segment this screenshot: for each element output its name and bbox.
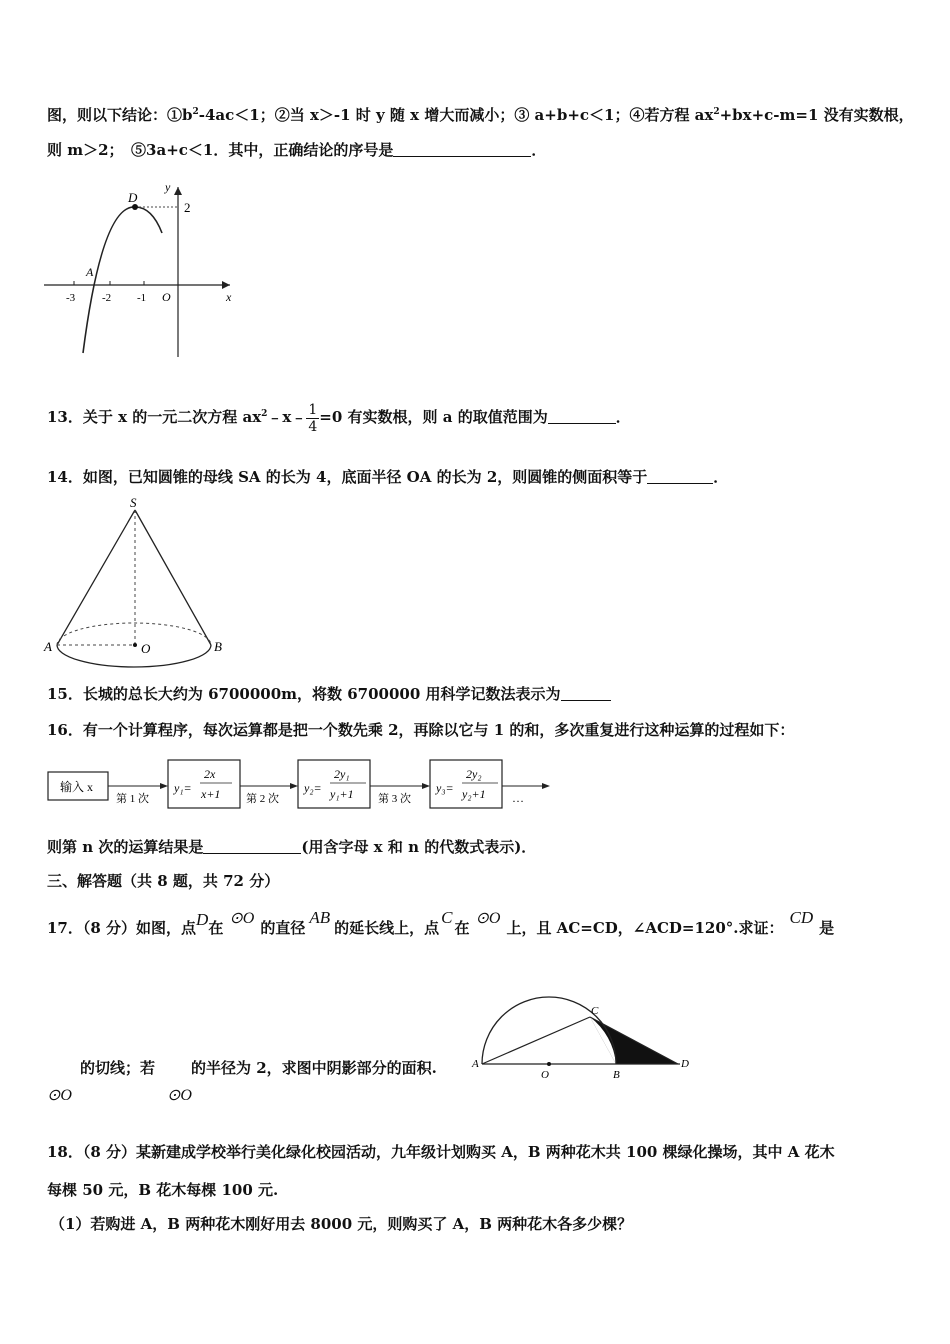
line-ac — [482, 1017, 590, 1064]
q17-t4: 的延长线上，点 — [334, 919, 440, 937]
y3-den: y₂+1 — [462, 787, 486, 801]
q18-sub1 — [50, 1214, 632, 1234]
arrow-4-head — [542, 783, 550, 789]
q18-line1-text: 18．（8 分）某新建成学校举行美化绿化校园活动，九年级计划购买 A，B 两种花木共 100 棵绿化操场，其中 A 花木 — [47, 1143, 835, 1161]
label-c: C — [591, 1005, 599, 1017]
q13-frac-num: 1 — [308, 401, 318, 418]
q17-o3: ⊙O — [47, 1087, 72, 1104]
step3-label: 第 3 次 — [378, 793, 411, 805]
q18-line2 — [47, 1180, 278, 1200]
cone-center-dot — [133, 643, 137, 647]
center-o-dot — [547, 1062, 551, 1066]
q12-sup1: 2 — [192, 107, 199, 117]
q16-answer-line — [47, 837, 536, 857]
q13-text-a: 13．关于 x 的一元二次方程 ax — [47, 408, 262, 426]
q17-o1: ⊙O — [229, 910, 255, 927]
q17-o4: ⊙O — [167, 1087, 192, 1104]
arrow-3-head — [422, 783, 430, 789]
label-o: O — [541, 1069, 549, 1081]
label-a: A — [86, 265, 94, 279]
label-s: S — [130, 495, 137, 510]
q17-t7: 是 — [819, 919, 835, 937]
q17-c: C — [441, 908, 453, 927]
label-a: A — [472, 1058, 479, 1070]
parabola-curve — [83, 207, 162, 353]
cone-right-edge — [135, 510, 211, 645]
q17-line2-a: 的切线；若 — [80, 1059, 156, 1077]
q12-line2-text: 则 m＞2； ⑤3a+c＜1．其中，正确结论的序号是 — [47, 141, 394, 159]
q13-text-end: ． — [615, 408, 631, 426]
y3-num: 2y₂ — [466, 767, 482, 781]
q17-line1 — [47, 898, 834, 938]
y3-lhs: y₃= — [436, 781, 454, 795]
q16-text: 16．有一个计算程序，每次运算都是把一个数先乘 2，再除以它与 1 的和，多次重复进行这种运算的过程如下： — [47, 721, 795, 739]
q15-answer-blank[interactable] — [561, 686, 611, 701]
q14-text-end: ． — [713, 468, 729, 486]
q13-text-c: =0 有实数根，则 a 的取值范围为 — [319, 408, 548, 426]
q17-o2: ⊙O — [475, 910, 501, 927]
q17-cd: CD — [789, 908, 814, 927]
q13-text-b: ﹣x﹣ — [267, 408, 307, 426]
q13-fraction — [306, 402, 319, 435]
cone-figure — [40, 495, 240, 680]
q16-answer-end: (用含字母 x 和 n 的代数式表示)． — [301, 838, 537, 856]
q12-line1 — [47, 102, 914, 125]
label-x-tick-1: -1 — [137, 292, 147, 304]
label-y-axis: y — [165, 180, 171, 194]
label-d: D — [681, 1058, 689, 1070]
ellipsis: … — [512, 791, 524, 805]
cone-base-back — [57, 623, 211, 645]
q16-line — [47, 720, 794, 740]
label-x-tick-2: -2 — [102, 292, 112, 304]
q17-line2-b: 的半径为 2，求图中阴影部分的面积. — [191, 1059, 437, 1077]
q12-line1-b: -4ac＜1；②当 x＞-1 时 y 随 x 增大而减小；③ a+b+c＜1；④若方程 ax — [198, 106, 714, 124]
q17-figure — [470, 1000, 700, 1085]
q17-t5: 在 — [454, 919, 470, 937]
y-axis-arrow — [174, 187, 182, 195]
label-b: B — [214, 639, 222, 654]
q18-line2-text: 每棵 50 元，B 花木每棵 100 元. — [47, 1181, 279, 1199]
q17-ab: AB — [309, 908, 331, 927]
flowchart — [46, 758, 566, 818]
y2-den: y₁+1 — [330, 787, 354, 801]
q13-answer-blank[interactable] — [548, 409, 616, 424]
q16-answer-blank[interactable] — [203, 839, 301, 854]
q17-t1: 17．（8 分）如图，点 — [47, 919, 197, 937]
q18-line1 — [47, 1142, 835, 1162]
step2-label: 第 2 次 — [246, 793, 279, 805]
q17-d: D — [196, 910, 209, 929]
section3-text: 三、解答题（共 8 题，共 72 分） — [47, 872, 280, 890]
label-y-tick-2: 2 — [184, 200, 191, 215]
label-x-tick-3: -3 — [66, 292, 76, 304]
q16-answer-text: 则第 n 次的运算结果是 — [47, 838, 204, 856]
x-axis-arrow — [222, 281, 230, 289]
label-x-axis: x — [226, 290, 232, 304]
q12-line2 — [47, 140, 546, 160]
q14-text: 14．如图，已知圆锥的母线 SA 的长为 4，底面半径 OA 的长为 2，则圆锥的侧面积等于 — [47, 468, 648, 486]
input-label: 输入 x — [60, 780, 94, 794]
label-o: O — [141, 641, 151, 656]
arrow-2-head — [290, 783, 298, 789]
y1-lhs: y₁= — [174, 781, 192, 795]
section3-heading — [47, 871, 279, 891]
y1-num: 2x — [204, 767, 216, 781]
q12-answer-blank[interactable] — [393, 142, 531, 157]
parabola-graph — [40, 175, 250, 365]
label-origin: O — [162, 290, 171, 304]
label-b: B — [613, 1069, 620, 1081]
q18-sub1-text: （1）若购进 A，B 两种花木刚好用去 8000 元，则购买了 A，B 两种花木各多少棵？ — [50, 1215, 633, 1233]
q17-line2 — [80, 1058, 437, 1078]
q12-line1-a: 图，则以下结论：①b — [47, 106, 193, 124]
y2-num: 2y₁ — [334, 767, 350, 781]
q13-frac-den: 4 — [308, 418, 318, 435]
q17-t2: 在 — [208, 919, 224, 937]
q12-line1-c: +bx+c-m=1 没有实数根， — [719, 106, 914, 124]
cone-left-edge — [57, 510, 135, 645]
y1-den: x+1 — [201, 787, 221, 801]
q14-answer-blank[interactable] — [647, 469, 713, 484]
q12-sup2: 2 — [713, 107, 720, 117]
q14-line — [47, 467, 728, 487]
cone-base-front — [57, 645, 211, 667]
step1-label: 第 1 次 — [116, 793, 149, 805]
q17-t3: 的直径 — [260, 919, 306, 937]
q13-sup: 2 — [261, 409, 268, 419]
q13-line — [47, 392, 631, 439]
label-a: A — [44, 639, 52, 654]
arrow-1-head — [160, 783, 168, 789]
q15-line — [47, 684, 611, 704]
label-d: D — [128, 190, 138, 205]
q12-line2-end: ． — [531, 141, 547, 159]
q15-text: 15．长城的总长大约为 6700000m，将数 6700000 用科学记数法表示为 — [47, 685, 561, 703]
y2-lhs: y₂= — [304, 781, 322, 795]
q17-t6: 上，且 AC=CD，∠ACD=120°.求证： — [506, 919, 784, 937]
